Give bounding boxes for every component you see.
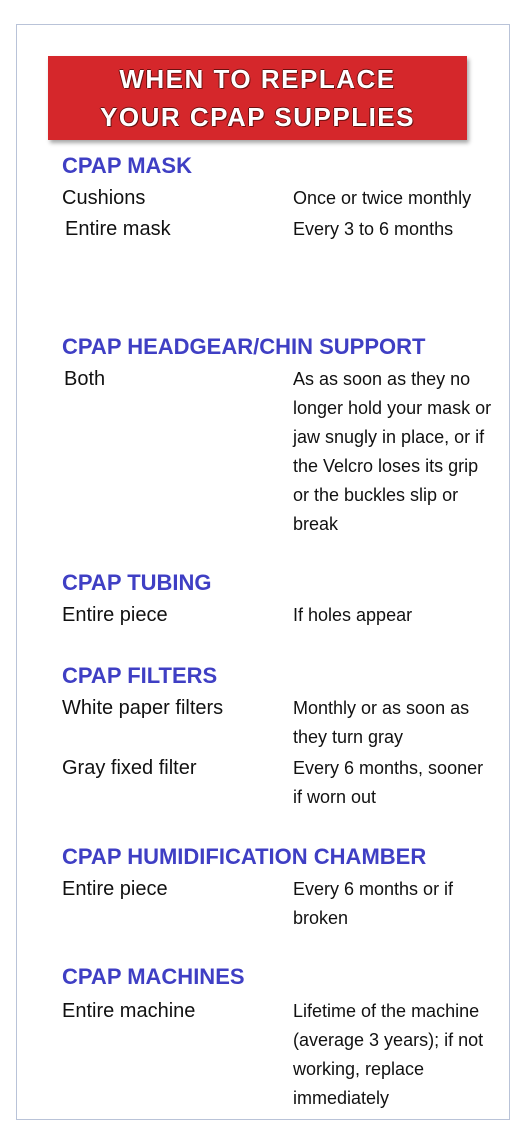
section-title: CPAP MASK — [62, 153, 192, 178]
section-title: CPAP FILTERS — [62, 663, 218, 688]
table-row — [62, 997, 502, 1113]
section-tubing — [62, 569, 502, 630]
replace-when: Every 6 months or if broken — [293, 879, 454, 928]
table-row — [62, 694, 502, 752]
section-title: CPAP HUMIDIFICATION CHAMBER — [62, 844, 427, 869]
item-label: White paper filters — [62, 697, 224, 719]
replace-when: Every 6 months, sooner if worn out — [293, 758, 484, 807]
replace-when: Monthly or as soon as they turn gray — [293, 698, 470, 747]
table-row — [62, 215, 502, 244]
title-banner — [48, 56, 467, 140]
table-row — [62, 365, 502, 539]
banner-line-1: WHEN TO REPLACE — [119, 64, 396, 94]
table-row — [62, 184, 502, 213]
item-label: Entire piece — [62, 604, 168, 626]
item-label: Cushions — [62, 187, 146, 209]
item-label: Entire machine — [62, 1000, 196, 1022]
table-row — [62, 601, 502, 630]
section-title: CPAP HEADGEAR/CHIN SUPPORT — [62, 334, 426, 359]
section-humidification — [62, 843, 502, 933]
section-machines — [62, 963, 502, 1113]
item-label: Gray fixed filter — [62, 757, 197, 779]
item-label: Both — [64, 368, 106, 390]
section-title: CPAP MACHINES — [62, 964, 245, 989]
table-row — [62, 875, 502, 933]
item-label: Entire mask — [65, 218, 171, 240]
replace-when: Once or twice monthly — [293, 188, 472, 208]
table-row — [62, 754, 502, 812]
section-headgear — [62, 333, 502, 539]
section-filters — [62, 662, 502, 812]
replace-when: Every 3 to 6 months — [293, 219, 454, 239]
replace-when: If holes appear — [293, 605, 413, 625]
banner-line-2: YOUR CPAP SUPPLIES — [100, 102, 415, 132]
section-mask — [62, 152, 502, 244]
section-title: CPAP TUBING — [62, 570, 212, 595]
replace-when: Lifetime of the machine (average 3 years); if not working, replace immediately — [293, 1001, 484, 1108]
replace-when: As as soon as they no longer hold your mask or jaw snugly in place, or if the Velcro loses its grip or the buckles slip or break — [293, 369, 492, 534]
item-label: Entire piece — [62, 878, 168, 900]
